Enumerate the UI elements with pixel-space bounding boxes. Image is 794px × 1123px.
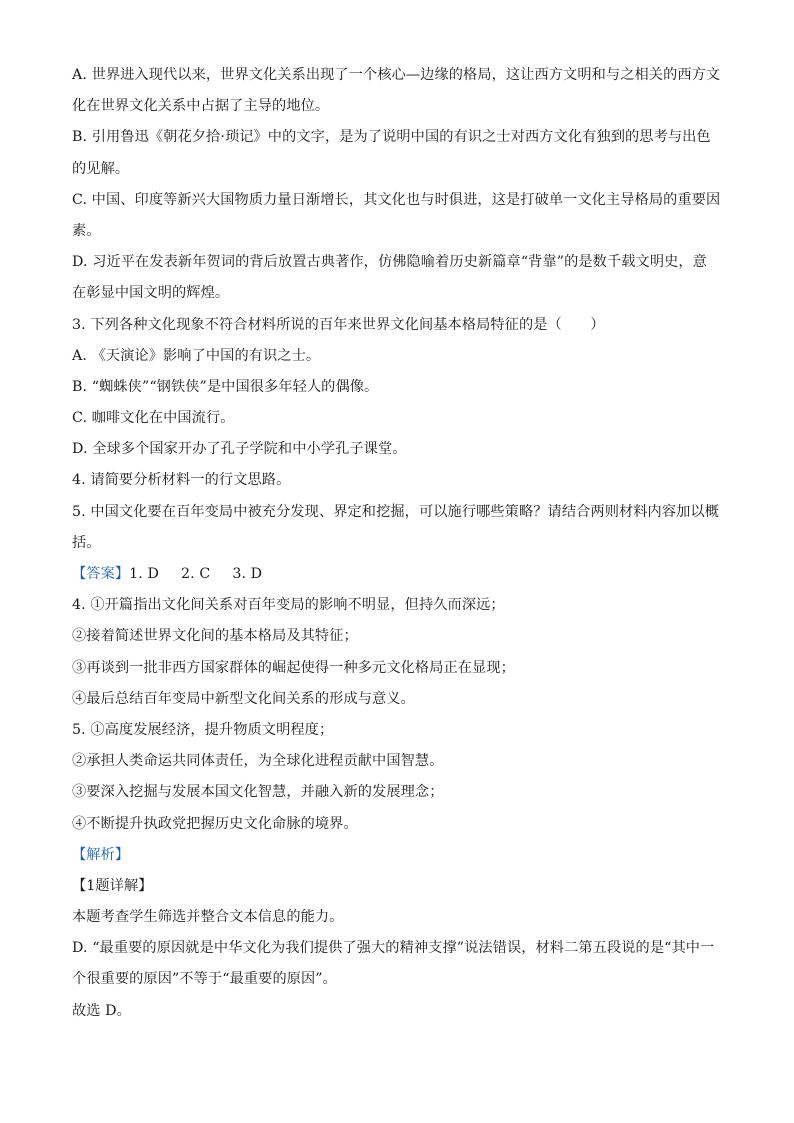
answer-line — [72, 559, 722, 590]
analysis-bracket-open: 【 — [72, 846, 87, 863]
text-line: 化在世界文化关系中占据了主导的地位。 — [72, 98, 330, 115]
option-b: B. “蜘蛛侠”“钢铁侠”是中国很多年轻人的偶像。 — [72, 378, 379, 395]
text-line: D. 习近平在发表新年贺词的背后放置古典著作，仿佛隐喻着历史新篇章“背靠”的是数千载文明史，意 — [72, 254, 707, 271]
text-line: 括。 — [72, 534, 101, 551]
text-line: B. 引用鲁迅《朝花夕拾·琐记》中的文字，是为了说明中国的有识之士对西方文化有独到的思考与出色 — [72, 129, 711, 146]
analysis-label: 解析 — [86, 846, 115, 863]
answer-4-line: 4. ①开篇指出文化间关系对百年变局的影响不明显，但持久而深远； — [72, 597, 505, 614]
document-page — [72, 60, 722, 1027]
text-line: 本题考查学生筛选并整合文本信息的能力。 — [72, 909, 344, 926]
text-line: 个很重要的原因”不等于“最重要的原因”。 — [72, 971, 337, 988]
answer-item: 1. D — [129, 566, 159, 582]
option-a: A. 《天演论》影响了中国的有识之士。 — [72, 347, 321, 364]
answer-5-line: ②承担人类命运共同体责任，为全球化进程贡献中国智慧。 — [72, 753, 444, 770]
answer-4-line: ④最后总结百年变局中新型文化间关系的形成与意义。 — [72, 690, 415, 707]
answer-5-line: ④不断提升执政党把握历史文化命脉的境界。 — [72, 815, 358, 832]
text-line: 在彰显中国文明的辉煌。 — [72, 285, 230, 302]
answer-4-line: ③再谈到一批非西方国家群体的崛起使得一种多元文化格局正在显现； — [72, 659, 515, 676]
text-line: A. 世界进入现代以来，世界文化关系出现了一个核心—边缘的格局，这让西方文明和与之相关的西方文 — [72, 67, 721, 83]
detail-heading: 【1题详解】 — [72, 877, 153, 894]
analysis-heading — [72, 840, 722, 871]
analysis-bracket-close: 】 — [114, 846, 130, 863]
option-d: D. 全球多个国家开办了孔子学院和中小学孔子课堂。 — [72, 441, 407, 458]
answer-5-line: ③要深入挖掘与发展本国文化智慧，并融入新的发展理念； — [72, 784, 444, 801]
text-line: 的见解。 — [72, 160, 130, 177]
answer-item: 3. D — [232, 566, 263, 582]
text-line: 素。 — [72, 222, 101, 239]
answer-bracket-close: 】 — [114, 566, 130, 582]
question-4: 4. 请简要分析材料一的行文思路。 — [72, 472, 291, 489]
text-line: 故选 D。 — [72, 1002, 131, 1019]
question-5: 5. 中国文化要在百年变局中被充分发现、界定和挖掘，可以施行哪些策略？请结合两则材料内容加以概 — [72, 503, 719, 520]
answer-item: 2. C — [181, 566, 211, 582]
text-line: C. 中国、印度等新兴大国物质力量日渐增长，其文化也与时俱进，这是打破单一文化主导格局的重要因 — [72, 191, 721, 208]
question-3: 3. 下列各种文化现象不符合材料所说的百年来世界文化间基本格局特征的是（ ） — [72, 316, 605, 333]
answer-4-line: ②接着简述世界文化间的基本格局及其特征； — [72, 628, 358, 645]
text-line: D. “最重要的原因就是中华文化为我们提供了强大的精神支撑”说法错误，材料二第五段说的是“其中一 — [72, 940, 715, 957]
answer-bracket-open: 【 — [72, 566, 87, 582]
answer-label: 答案 — [86, 566, 115, 582]
option-c: C. 咖啡文化在中国流行。 — [72, 410, 235, 427]
answer-5-line: 5. ①高度发展经济，提升物质文明程度； — [72, 721, 334, 738]
